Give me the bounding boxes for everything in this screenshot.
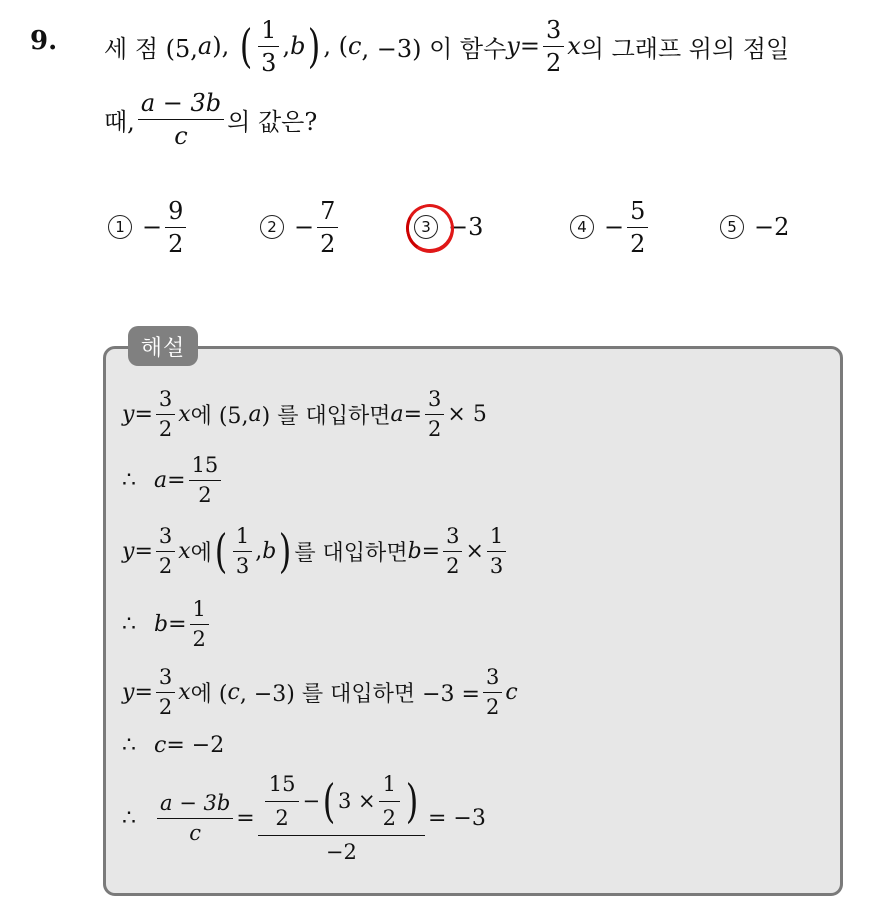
frac-num: 3 [156,667,175,693]
therefore-symbol: ∴ [122,611,136,637]
frac-den: 2 [485,694,500,719]
choice-value: −3 [448,213,484,241]
text-seg: = [134,401,153,427]
var-c: c [227,679,240,705]
frac-num: 3 [543,18,564,47]
frac-den: 2 [158,553,173,578]
solution-tab: 해설 [128,326,198,366]
frac-num: a − 3b [157,793,233,819]
var-y: y [506,32,520,60]
text-seg: 를 대입하면 [294,540,408,566]
var-a: a [248,401,262,427]
text-seg: 에 ( [190,681,228,707]
therefore-symbol: ∴ [122,732,136,758]
frac-one-third [258,15,279,77]
frac-num: 15 [265,774,300,802]
frac-num: 15 [189,455,222,481]
choice-1[interactable] [108,192,189,262]
text-seg: ), [212,32,230,60]
frac-one-half [379,771,400,830]
var-x: x [178,679,191,705]
frac-den: 3 [489,553,504,578]
frac-three-halves [156,523,175,578]
text-seg: = [134,538,153,564]
solution-line-1 [122,384,487,444]
text-seg: 3 × [338,788,376,813]
var-b: b [407,538,422,564]
text-seg: = [403,401,423,427]
choice-4[interactable] [570,192,651,262]
var-a: a [197,32,213,60]
paren-open: ( [322,774,336,828]
choice-marker: 3 [414,215,438,239]
frac-den: 2 [158,416,173,441]
text-seg: , [282,32,291,60]
paren-close: ) [279,524,292,578]
var-y: y [122,538,135,564]
text-seg: = [519,32,540,60]
frac-den: c [189,820,202,845]
frac-den: 2 [630,229,646,258]
frac-num: 1 [190,599,209,625]
frac-den: 2 [158,694,173,719]
choice-marker: 5 [720,215,744,239]
text-seg: ) 를 대입하면 [261,403,391,429]
frac-final [258,771,425,864]
choice-sign: − [294,213,315,241]
solution-line-6 [122,728,224,762]
frac-den: 2 [192,626,206,651]
choice-frac [165,196,186,258]
frac-den: 2 [446,553,460,578]
text-seg: = [168,611,187,637]
frac-num: 3 [425,389,444,415]
solution-line-final [122,766,486,870]
text-seg: × 5 [447,401,487,427]
text-seg: = [167,467,186,493]
var-y: y [122,401,135,427]
choice-marker: 2 [260,215,284,239]
text-seg: 의 그래프 위의 점일 [580,34,790,63]
paren-open: ( [239,19,253,73]
frac-three-halves [425,386,444,441]
text-seg: = [421,538,441,564]
frac-one-third [487,523,506,578]
text-seg: 때, [104,107,135,136]
text-seg: 에 [190,540,212,566]
frac-den: 2 [275,805,289,830]
frac-three-halves [543,15,564,77]
var-a: a [390,401,404,427]
frac-fifteen-halves [265,771,300,830]
choice-2[interactable] [260,192,341,262]
text-seg: 에 (5, [190,403,249,429]
text-seg: 의 값은? [227,107,318,136]
frac-expression [138,88,224,150]
solution-line-3 [122,518,509,584]
frac-num: a − 3b [138,91,224,120]
selected-circle-mark [400,199,459,259]
frac-den: 3 [235,553,250,578]
text-seg: = [134,679,153,705]
solution-line-5 [122,662,518,722]
frac-num: 3 [156,389,175,415]
paren-open: ( [214,524,228,578]
choice-5[interactable] [720,192,789,262]
question-number: 9. [30,26,58,56]
var-c: c [154,732,167,758]
choice-frac [317,196,338,258]
frac-num: 7 [317,199,338,228]
var-c: c [348,32,362,60]
frac-num: 9 [165,199,186,228]
frac-num: 1 [379,774,400,802]
paren-close: ) [405,774,419,828]
choice-marker: 1 [108,215,132,239]
frac-three-halves [443,523,462,578]
therefore-symbol: ∴ [122,467,136,493]
var-b: b [154,611,169,637]
frac-a-value [189,452,222,507]
choice-value: −2 [754,213,790,241]
var-b: b [290,32,306,60]
frac-num: 3 [156,526,175,552]
frac-num: 1 [233,526,252,552]
text-seg: 세 점 (5, [104,34,198,63]
question-line-2 [104,88,317,150]
choice-sign: − [604,213,625,241]
therefore-symbol: ∴ [122,805,136,831]
frac-num [258,771,425,836]
var-x: x [567,32,581,60]
frac-den: 2 [428,416,442,441]
frac-den: 2 [320,229,336,258]
frac-num: 3 [443,526,462,552]
choice-sign: − [142,213,163,241]
text-seg: = −2 [166,732,225,758]
frac-one-third [233,523,252,578]
text-seg: − [302,788,321,813]
frac-den: 2 [382,805,397,830]
solution-line-4 [122,594,212,654]
paren-close: ) [308,19,321,73]
text-seg: = [236,805,255,831]
choice-marker: 4 [570,215,594,239]
choice-frac [627,196,648,258]
var-b: b [262,538,277,564]
question-line-1 [104,14,789,78]
text-seg: = −3 [427,805,486,831]
text-seg: , [255,538,263,564]
frac-num: 3 [483,667,502,693]
frac-den: 2 [168,229,184,258]
frac-den: c [174,121,188,150]
frac-den: 2 [545,48,562,77]
times-symbol: × [465,538,484,564]
frac-expression [157,790,233,845]
var-y: y [122,679,135,705]
var-x: x [178,538,191,564]
var-x: x [178,401,191,427]
text-seg: , −3) 를 대입하면 −3 = [239,681,480,707]
frac-den: 2 [198,482,212,507]
frac-three-halves [156,386,175,441]
choice-3[interactable] [414,192,483,262]
frac-den: −2 [325,839,357,864]
frac-num: 1 [487,526,506,552]
text-seg: , ( [323,32,349,60]
text-seg: , −3) 이 함수 [361,34,507,63]
var-a: a [154,467,168,493]
frac-three-halves [483,664,502,719]
solution-line-2 [122,450,224,510]
var-c: c [505,679,518,705]
frac-b-value [190,596,209,651]
frac-three-halves [156,664,175,719]
frac-num: 1 [258,18,279,47]
frac-num: 5 [627,199,648,228]
frac-den: 3 [261,48,277,77]
answer-choices [108,192,828,262]
